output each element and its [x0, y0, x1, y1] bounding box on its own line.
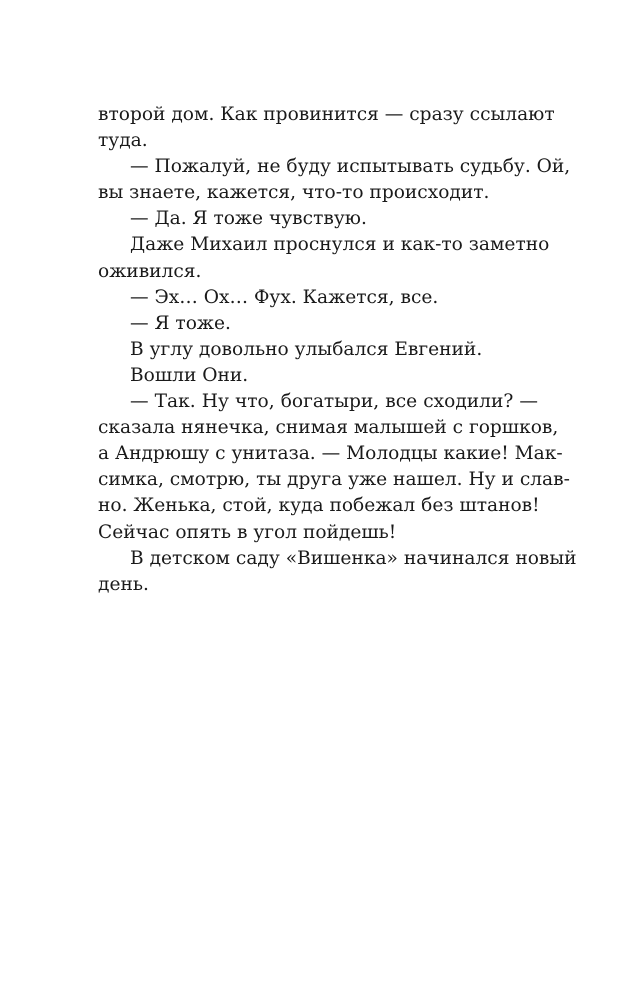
- text-line: В углу довольно улыбался Евгений.: [130, 338, 483, 360]
- text-line: симка, смотрю, ты друга уже нашел. Ну и слав-: [98, 469, 570, 491]
- text-line: а Андрюшу с унитаза. — Молодцы какие! Мак-: [98, 443, 563, 465]
- text-line: — Я тоже.: [130, 312, 231, 334]
- text-line: Вошли Они.: [130, 364, 249, 386]
- page-text: [98, 102, 577, 598]
- text-line: — Эх… Ох… Фух. Кажется, все.: [130, 286, 439, 308]
- text-line: оживился.: [98, 260, 202, 282]
- text-line: но. Женька, стой, куда побежал без штанов!: [98, 495, 540, 517]
- text-line: день.: [98, 573, 149, 595]
- text-line: — Так. Ну что, богатыри, все сходили? —: [130, 391, 538, 413]
- text-line: туда.: [98, 130, 148, 152]
- text-line: вы знаете, кажется, что-то происходит.: [98, 182, 490, 204]
- text-line: — Пожалуй, не буду испытывать судьбу. Ой,: [130, 156, 571, 178]
- text-line: — Да. Я тоже чувствую.: [130, 208, 367, 230]
- text-line: сказала нянечка, снимая малышей с горшков,: [98, 417, 559, 439]
- text-line: В детском саду «Вишенка» начинался новый: [130, 547, 577, 569]
- text-line: второй дом. Как провинится — сразу ссылают: [98, 104, 555, 125]
- text-line: Сейчас опять в угол пойдешь!: [98, 521, 397, 543]
- text-line: Даже Михаил проснулся и как-то заметно: [130, 234, 550, 256]
